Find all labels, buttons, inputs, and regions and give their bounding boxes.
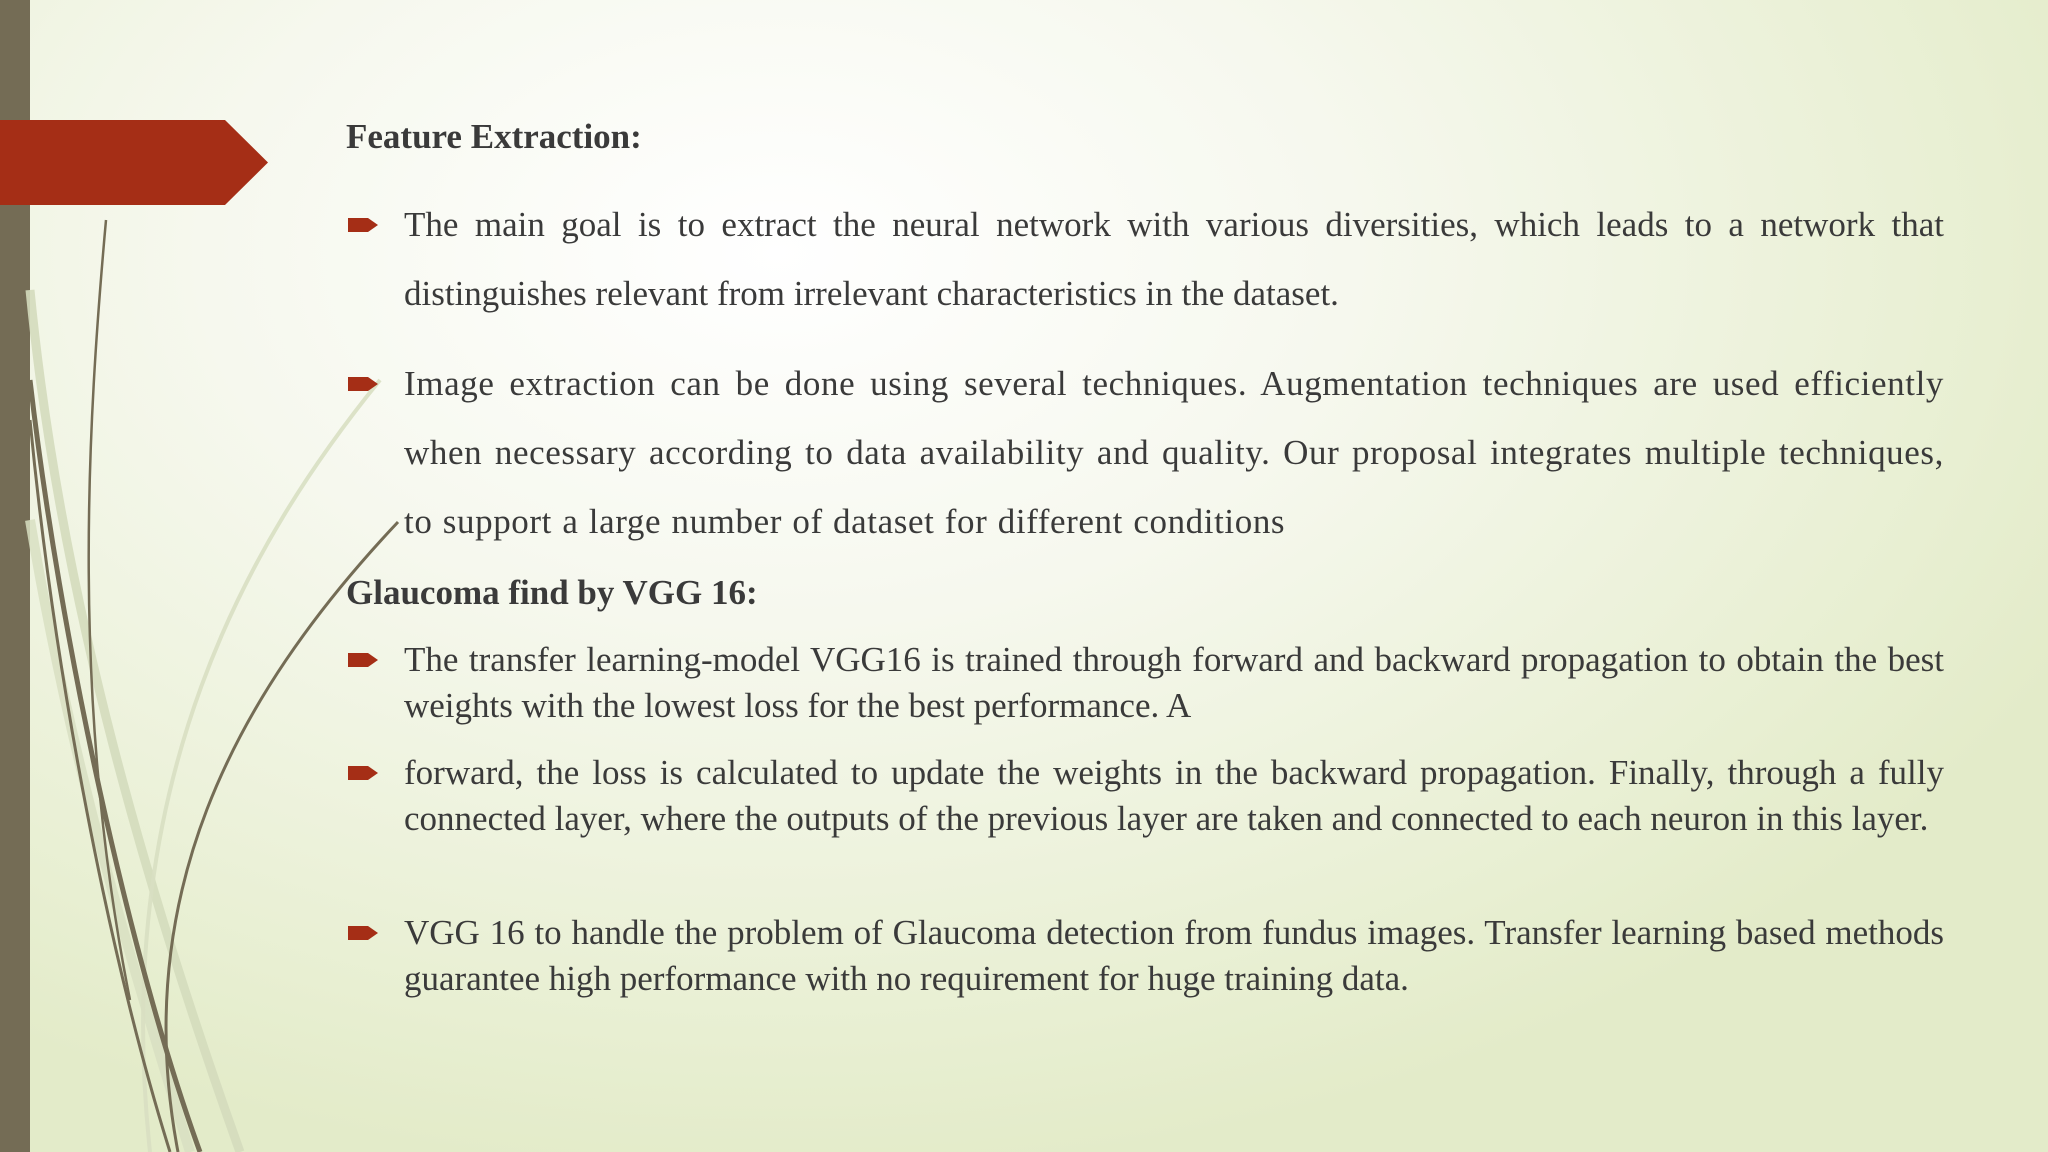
feature-bullet-2-text: Image extraction can be done using several techniques. Augmentation techniques are used efficiently when necessary according to data availability and quality. Our proposal integrates multiple techniques, to support a large number of dataset for different conditions [404,364,1944,541]
arrow-bullet-icon [348,215,378,235]
feature-bullet-1-text: The main goal is to extract the neural network with various diversities, which leads to a network that distinguishes relevant from irrelevant characteristics in the dataset. [404,205,1944,313]
heading-glaucoma-vgg16: Glaucoma find by VGG 16: [346,573,758,612]
arrow-bullet-icon [348,923,378,943]
vgg-bullet-2 [346,750,1946,842]
arrow-bullet-icon [348,374,378,394]
vgg-bullet-1-text: The transfer learning-model VGG16 is trained through forward and backward propagation to obtain the best weights with the lowest loss for the best performance. A [404,640,1944,725]
arrow-bullet-icon [348,650,378,670]
vgg-bullet-1 [346,637,1946,729]
vgg-bullet-2-text: forward, the loss is calculated to update the weights in the backward propagation. Finally, through a fully connected layer, where the outputs of the previous layer are taken and connected to each neuron in this layer. [404,753,1944,838]
arrow-bullet-icon [348,763,378,783]
heading-feature-extraction: Feature Extraction: [346,117,642,156]
title-arrow-marker [0,120,268,205]
feature-bullet-1 [346,190,1946,328]
feature-bullet-2 [346,349,1946,556]
vgg-bullet-3 [346,910,1946,1002]
vgg-bullet-3-text: VGG 16 to handle the problem of Glaucoma detection from fundus images. Transfer learning based methods guarantee high performance with no requirement for huge training data. [404,913,1944,998]
